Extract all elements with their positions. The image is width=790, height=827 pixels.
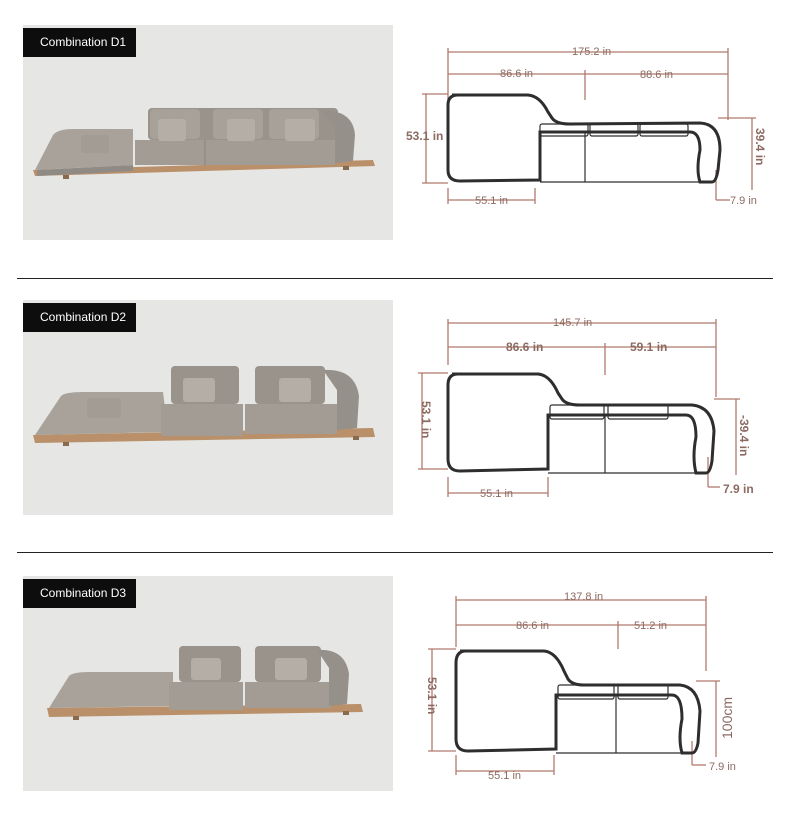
right-depth-label-d3: 100cm bbox=[719, 696, 735, 739]
base-height-label-d3: 7.9 in bbox=[709, 761, 736, 773]
combination-d2-section bbox=[0, 275, 790, 550]
left-width-label-d3: 86.6 in bbox=[516, 620, 550, 632]
total-width-label-d3: 137.8 in bbox=[564, 591, 604, 603]
sofa-photo-d1 bbox=[23, 25, 393, 240]
chaise-width-label-d3: 55.1 in bbox=[488, 770, 522, 782]
right-width-label-d1: 88.6 in bbox=[640, 69, 674, 81]
right-width-label-d2: 59.1 in bbox=[630, 340, 668, 354]
sofa-photo-d3 bbox=[23, 576, 393, 791]
sofa-photo-d2 bbox=[23, 300, 393, 515]
combination-d3-section bbox=[0, 551, 790, 826]
chaise-width-label-d1: 55.1 in bbox=[475, 195, 509, 207]
dimension-diagram-d3 bbox=[400, 591, 785, 821]
combination-label-d2: Combination D2 bbox=[23, 303, 136, 332]
sofa-illustration-d1 bbox=[23, 25, 393, 240]
dimension-diagram-d1 bbox=[400, 40, 785, 270]
combination-label-d3: Combination D3 bbox=[23, 579, 136, 608]
sofa-illustration-d3 bbox=[23, 576, 393, 791]
dimension-diagram-d2 bbox=[400, 317, 785, 547]
combination-d1-section bbox=[0, 0, 790, 275]
left-width-label-d1: 86.6 in bbox=[500, 68, 534, 80]
left-depth-label-d3: 53.1 in bbox=[425, 677, 439, 715]
base-height-label-d2: 7.9 in bbox=[723, 482, 754, 496]
left-depth-label-d1: 53.1 in bbox=[406, 129, 444, 143]
chaise-width-label-d2: 55.1 in bbox=[480, 488, 514, 500]
right-depth-label-d2: -39.4 in bbox=[737, 415, 751, 457]
combination-label-d1: Combination D1 bbox=[23, 28, 136, 57]
left-width-label-d2: 86.6 in bbox=[506, 340, 544, 354]
total-width-label-d1: 175.2 in bbox=[572, 46, 612, 58]
sofa-illustration-d2 bbox=[23, 300, 393, 515]
base-height-label-d1: 7.9 in bbox=[730, 195, 757, 207]
right-depth-label-d1: 39.4 in bbox=[753, 128, 767, 166]
right-width-label-d3: 51.2 in bbox=[634, 620, 668, 632]
total-width-label-d2: 145.7 in bbox=[553, 317, 593, 329]
left-depth-label-d2: 53.1 in bbox=[419, 401, 433, 439]
